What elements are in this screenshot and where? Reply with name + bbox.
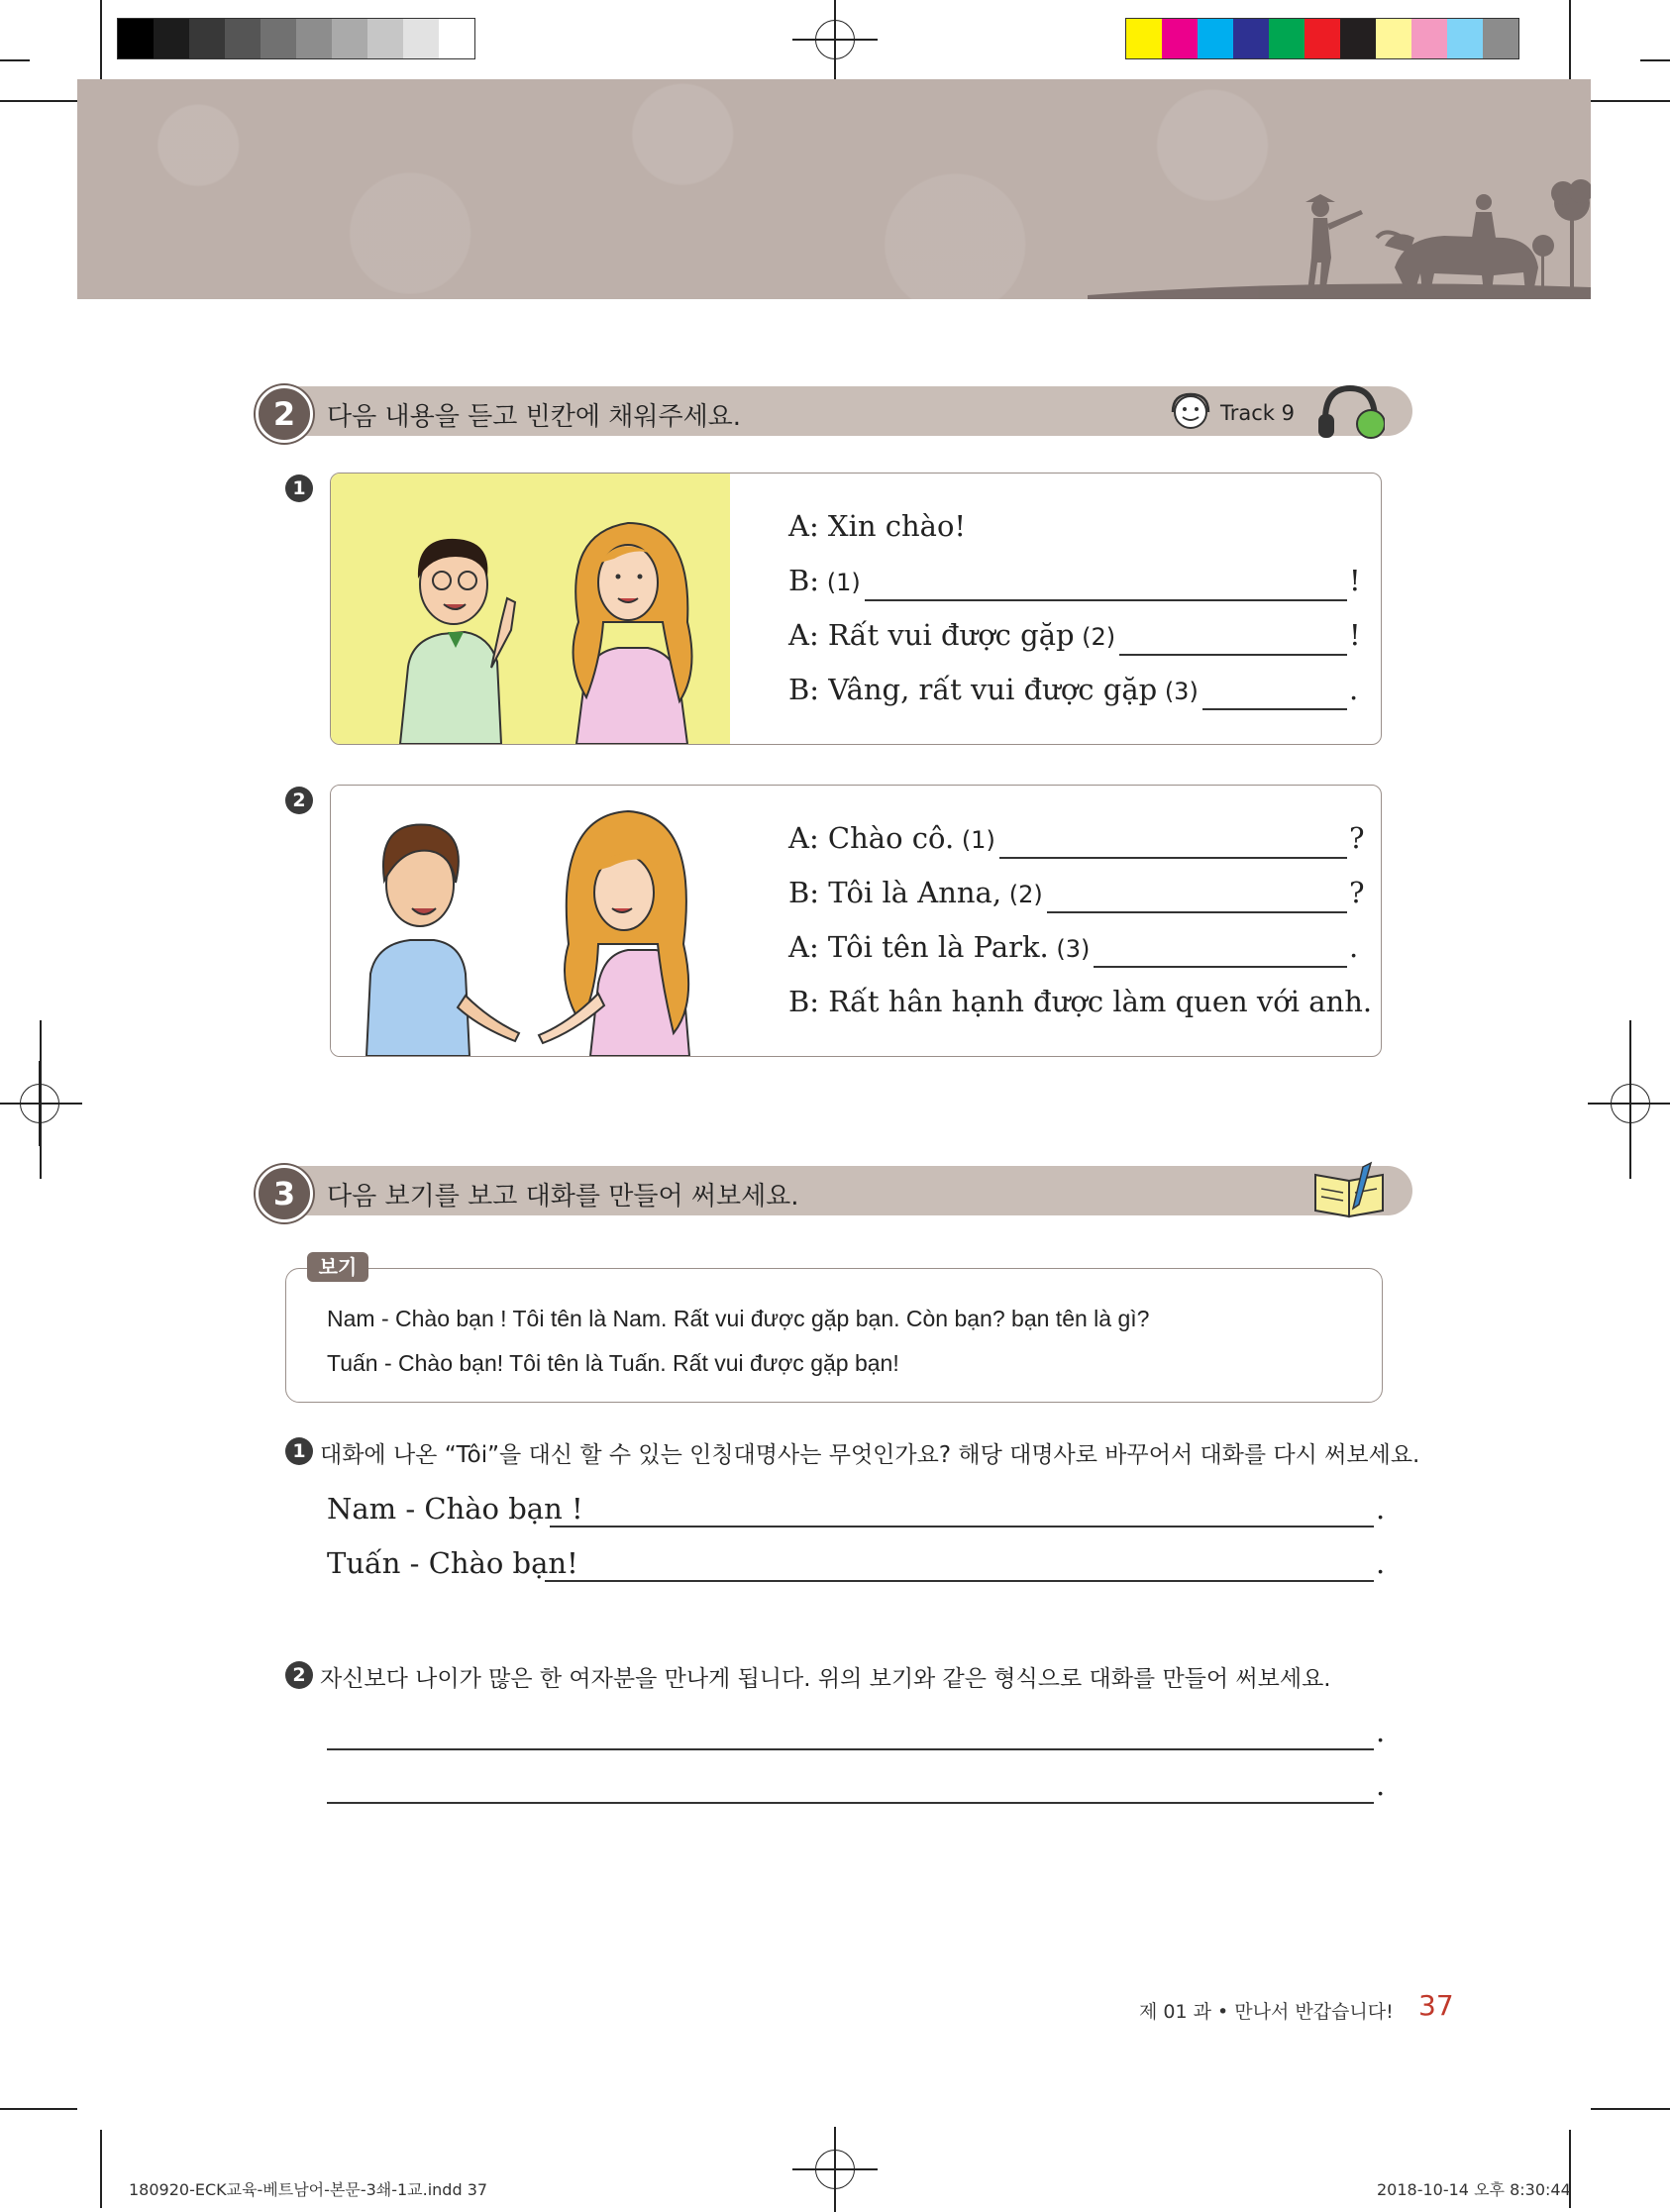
question-1-number: 1 — [285, 1437, 313, 1465]
gray-swatch — [296, 19, 332, 58]
blank-number: (2) — [1001, 881, 1043, 908]
section-2-title: 다음 내용을 듣고 빈칸에 채워주세요. — [327, 402, 742, 432]
gray-swatch — [154, 19, 189, 58]
dialog-1-illustration-panel — [331, 474, 730, 744]
question-2-number: 2 — [285, 1661, 313, 1689]
color-swatch — [1340, 19, 1376, 58]
answer-blank[interactable] — [1202, 708, 1347, 710]
answer-1-period: . — [1376, 1492, 1386, 1526]
answer-2-period: . — [1376, 1546, 1386, 1580]
gray-swatch — [261, 19, 296, 58]
answer-1-blank[interactable] — [550, 1526, 1374, 1527]
line-end-punctuation: ! — [1349, 618, 1361, 652]
dialog-line — [788, 673, 1199, 706]
dialog-line-text: B: Rất hân hạnh được làm quen với anh. — [788, 985, 1373, 1018]
dialog-line-text: B: — [788, 564, 820, 597]
answer-1-prefix: Nam - Chào bạn ! — [327, 1492, 583, 1526]
example-box — [285, 1268, 1383, 1403]
gray-color-bar — [117, 18, 475, 59]
answer-blank[interactable] — [1119, 654, 1347, 656]
color-swatch — [1233, 19, 1269, 58]
gray-swatch — [439, 19, 474, 58]
line-end-punctuation: ? — [1349, 821, 1365, 855]
dialog-line — [788, 876, 1043, 909]
dialog-line — [788, 821, 995, 855]
blank-number: (1) — [819, 569, 861, 596]
dialog-1-number: 1 — [285, 474, 313, 502]
section-3-number: 3 — [256, 1165, 313, 1222]
dialog-line — [788, 985, 1372, 1018]
headphones-icon — [1315, 380, 1385, 446]
cmyk-color-bar — [1125, 18, 1519, 59]
answer-2-prefix: Tuấn - Chào bạn! — [327, 1546, 578, 1580]
line-end-punctuation: ! — [1349, 564, 1361, 597]
dialog-2-illustration-panel — [331, 786, 730, 1056]
example-line-nam: Nam - Chào bạn ! Tôi tên là Nam. Rất vui được gặp bạn. Còn bạn? bạn tên là gì? — [327, 1306, 1150, 1331]
registration-mark-right — [1611, 1084, 1650, 1123]
notebook-pencil-icon — [1309, 1161, 1391, 1220]
color-swatch — [1447, 19, 1483, 58]
answer-blank[interactable] — [865, 599, 1347, 601]
line-end-punctuation: ? — [1349, 876, 1365, 909]
color-swatch — [1126, 19, 1162, 58]
registration-mark-left — [20, 1084, 59, 1123]
gray-swatch — [403, 19, 439, 58]
dialog-line-text: A: Rất vui được gặp — [788, 618, 1075, 652]
dialog-line — [788, 930, 1090, 964]
section-3-title: 다음 보기를 보고 대화를 만들어 써보세요. — [327, 1182, 799, 1211]
dialog-line-text: A: Chào cô. — [788, 821, 955, 855]
gray-swatch — [332, 19, 367, 58]
answer-blank[interactable] — [1094, 966, 1347, 968]
answer-blank[interactable] — [1047, 911, 1347, 913]
example-line-tuan: Tuấn - Chào bạn! Tôi tên là Tuấn. Rất vui được gặp bạn! — [327, 1350, 899, 1376]
blank-number: (3) — [1157, 678, 1199, 705]
answer-3-period: . — [1376, 1715, 1386, 1748]
color-swatch — [1411, 19, 1447, 58]
example-tag: 보기 — [307, 1252, 368, 1282]
registration-mark-bottom — [815, 2150, 855, 2189]
gray-swatch — [225, 19, 261, 58]
answer-3-blank[interactable] — [327, 1748, 1374, 1750]
blank-number: (3) — [1048, 935, 1091, 963]
color-swatch — [1305, 19, 1340, 58]
dialog-line-text: B: Vâng, rất vui được gặp — [788, 673, 1158, 706]
dialog-line — [788, 618, 1115, 652]
answer-blank[interactable] — [999, 857, 1347, 859]
color-swatch — [1376, 19, 1411, 58]
listening-face-icon — [1169, 392, 1212, 432]
village-silhouette-icon — [77, 79, 1591, 299]
indd-file-name: 180920-ECK교육-베트남어-본문-3쇄-1교.indd 37 — [129, 2180, 488, 2199]
color-swatch — [1483, 19, 1518, 58]
two-people-meeting-icon — [331, 786, 730, 1056]
dialog-line — [788, 564, 861, 597]
dialog-1-box — [330, 473, 1382, 745]
dialog-line-text: B: Tôi là Anna, — [788, 876, 1002, 909]
answer-2-blank[interactable] — [545, 1580, 1374, 1582]
dialog-line-text: A: Tôi tên là Park. — [788, 930, 1049, 964]
answer-4-blank[interactable] — [327, 1802, 1374, 1804]
dialog-line — [788, 509, 966, 543]
answer-4-period: . — [1376, 1768, 1386, 1802]
gray-swatch — [189, 19, 225, 58]
section-2-number: 2 — [256, 385, 313, 443]
color-swatch — [1269, 19, 1305, 58]
two-people-greeting-icon — [331, 474, 730, 744]
line-end-punctuation: . — [1349, 673, 1359, 706]
dialog-2-box — [330, 785, 1382, 1057]
gray-swatch — [367, 19, 403, 58]
header-banner — [77, 79, 1591, 299]
line-end-punctuation: . — [1349, 930, 1359, 964]
blank-number: (2) — [1074, 623, 1116, 651]
chapter-label: 제 01 과 • 만나서 반갑습니다! — [1139, 2001, 1394, 2023]
dialog-line-text: A: Xin chào! — [788, 509, 967, 543]
gray-swatch — [118, 19, 154, 58]
print-timestamp: 2018-10-14 오후 8:30:44 — [1377, 2180, 1571, 2199]
blank-number: (1) — [954, 826, 995, 854]
question-1-text: 대화에 나온 “Tôi”을 대신 할 수 있는 인칭대명사는 무엇인가요? 해당 대명사로 바꾸어서 대화를 다시 써보세요. — [320, 1442, 1420, 1468]
page-number: 37 — [1418, 1989, 1454, 2022]
dialog-2-number: 2 — [285, 787, 313, 814]
color-swatch — [1198, 19, 1233, 58]
question-2-text: 자신보다 나이가 많은 한 여자분을 만나게 됩니다. 위의 보기와 같은 형식으로 대화를 만들어 써보세요. — [320, 1666, 1331, 1692]
color-swatch — [1162, 19, 1198, 58]
track-label: Track 9 — [1220, 401, 1295, 425]
registration-mark-top — [815, 20, 855, 59]
